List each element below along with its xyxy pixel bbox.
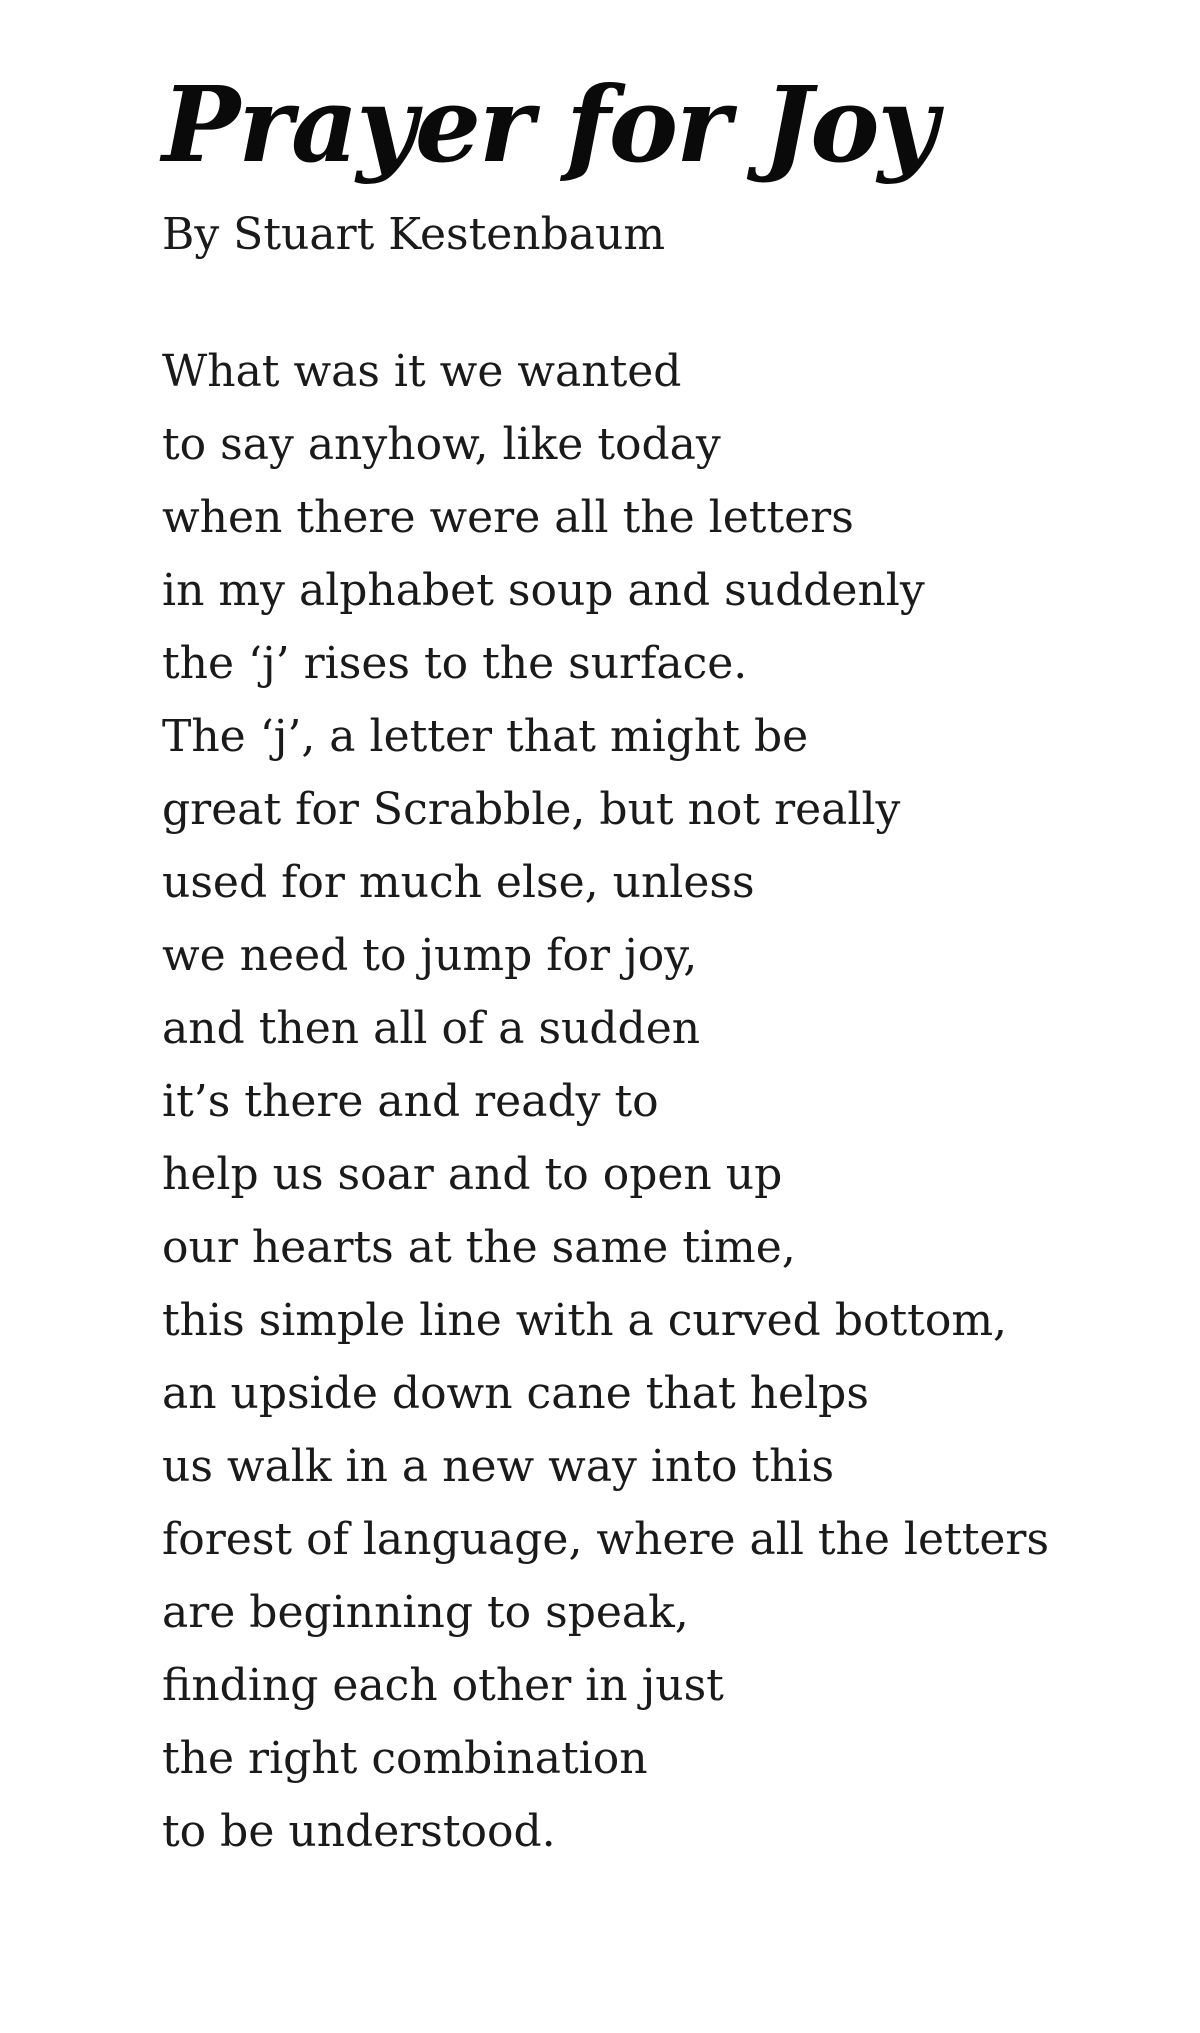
poem-line: finding each other in just [162, 1659, 724, 1711]
poem-line: in my alphabet soup and suddenly [162, 564, 925, 616]
poem-line: to say anyhow, like today [162, 418, 721, 470]
poem-line: to be understood. [162, 1805, 556, 1857]
poem-line: What was it we wanted [162, 345, 682, 397]
poem-line: an upside down cane that helps [162, 1367, 869, 1419]
poem-line: the right combination [162, 1732, 648, 1784]
poem-line: this simple line with a curved bottom, [162, 1294, 1008, 1346]
poem-line: forest of language, where all the letters [162, 1513, 1050, 1565]
poem-line: the ‘j’ rises to the surface. [162, 637, 748, 689]
poem-line: The ‘j’, a letter that might be [162, 710, 809, 762]
poem-line: it’s there and ready to [162, 1075, 659, 1127]
poem-line: help us soar and to open up [162, 1148, 783, 1200]
poem-body [162, 335, 1162, 1868]
poem-line: are beginning to speak, [162, 1586, 689, 1638]
poem-title: Prayer for Joy [162, 63, 937, 186]
poem-line: and then all of a sudden [162, 1002, 701, 1054]
poem-line: when there were all the letters [162, 491, 854, 543]
poem-line: great for Scrabble, but not really [162, 783, 901, 835]
poem-line: we need to jump for joy, [162, 929, 698, 981]
poem-page [162, 63, 1162, 1868]
poem-line: our hearts at the same time, [162, 1221, 796, 1273]
poem-byline: By Stuart Kestenbaum [162, 209, 666, 261]
poem-line: us walk in a new way into this [162, 1440, 835, 1492]
poem-line: used for much else, unless [162, 856, 755, 908]
